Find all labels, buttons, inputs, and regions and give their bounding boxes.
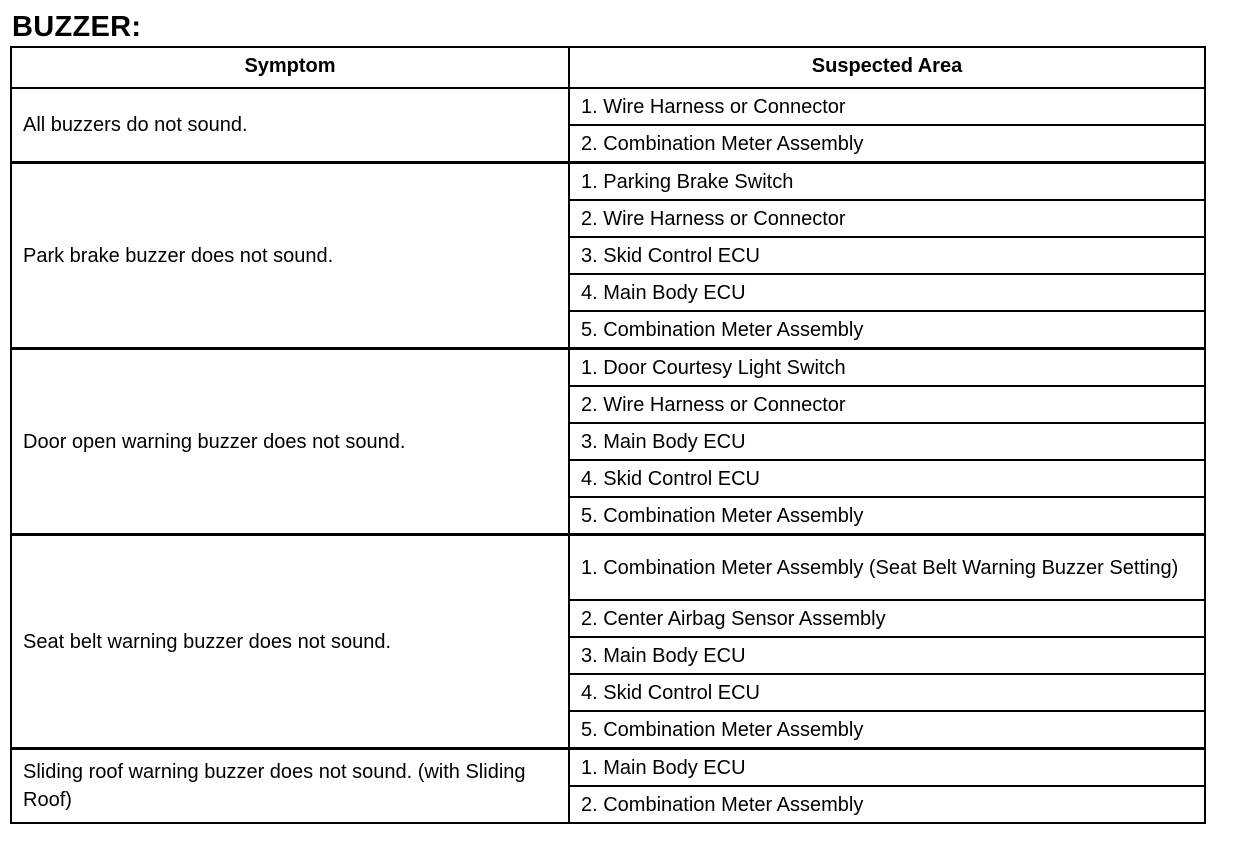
table-row: [11, 535, 1205, 601]
page-title: BUZZER:: [12, 11, 142, 43]
suspected-area-cell: 5. Combination Meter Assembly: [569, 497, 1205, 535]
suspected-area-cell: 4. Skid Control ECU: [569, 460, 1205, 497]
suspected-area-cell: 3. Main Body ECU: [569, 423, 1205, 460]
table-row: [11, 88, 1205, 125]
suspected-area-cell: 1. Combination Meter Assembly (Seat Belt Warning Buzzer Setting): [569, 535, 1205, 601]
table-body: [11, 88, 1205, 823]
suspected-area-cell: 2. Wire Harness or Connector: [569, 200, 1205, 237]
suspected-area-cell: 1. Parking Brake Switch: [569, 163, 1205, 201]
suspected-area-cell: 2. Combination Meter Assembly: [569, 125, 1205, 163]
suspected-area-cell: 2. Combination Meter Assembly: [569, 786, 1205, 823]
symptom-cell: Park brake buzzer does not sound.: [11, 163, 569, 349]
symptom-header: Symptom: [11, 47, 569, 84]
suspected-area-cell: 1. Wire Harness or Connector: [569, 88, 1205, 125]
symptom-cell: Door open warning buzzer does not sound.: [11, 349, 569, 535]
table-row: [11, 749, 1205, 787]
suspected-area-cell: 2. Wire Harness or Connector: [569, 386, 1205, 423]
buzzer-table: [10, 46, 1206, 824]
suspected-area-cell: 2. Center Airbag Sensor Assembly: [569, 600, 1205, 637]
suspected-area-cell: 3. Skid Control ECU: [569, 237, 1205, 274]
suspected-area-cell: 4. Skid Control ECU: [569, 674, 1205, 711]
suspected-area-cell: 5. Combination Meter Assembly: [569, 711, 1205, 749]
table-row: [11, 163, 1205, 201]
suspected-area-cell: 4. Main Body ECU: [569, 274, 1205, 311]
symptom-cell: Seat belt warning buzzer does not sound.: [11, 535, 569, 749]
symptom-cell: Sliding roof warning buzzer does not sound. (with Sliding Roof): [11, 749, 569, 824]
suspected-area-header: Suspected Area: [569, 47, 1205, 84]
suspected-area-cell: 1. Main Body ECU: [569, 749, 1205, 787]
table-header-row: [11, 47, 1205, 84]
suspected-area-cell: 5. Combination Meter Assembly: [569, 311, 1205, 349]
symptom-cell: All buzzers do not sound.: [11, 88, 569, 163]
table-row: [11, 349, 1205, 387]
suspected-area-cell: 1. Door Courtesy Light Switch: [569, 349, 1205, 387]
suspected-area-cell: 3. Main Body ECU: [569, 637, 1205, 674]
